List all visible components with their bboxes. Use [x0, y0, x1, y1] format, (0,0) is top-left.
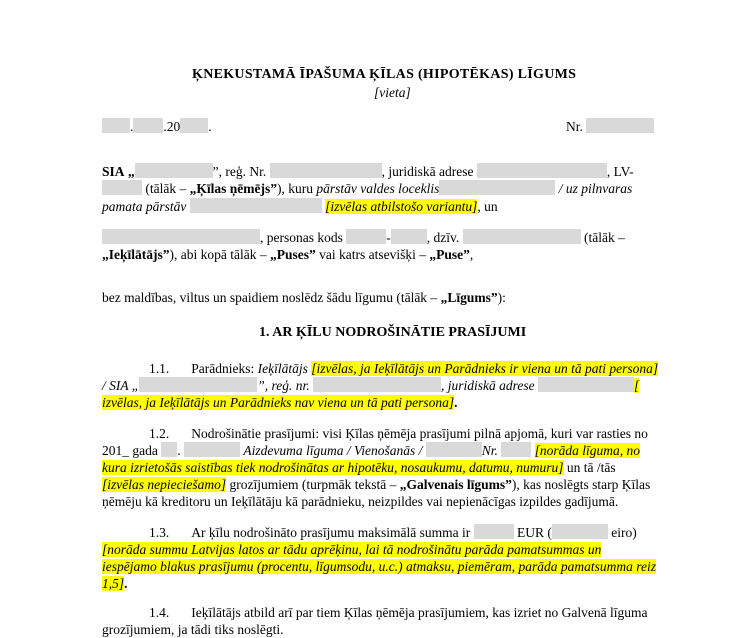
clause-1-4-line-1: 1.4. Ieķīlātājs atbild arī par tiem Ķīlas ņēmēja prasījumiem, kas izriet no Galvenā līguma	[149, 605, 648, 620]
party-line-3: pamata pārstāv [izvēlas atbilstošo variantu], un	[102, 199, 498, 214]
agreement-intro: bez maldības, viltus un spaidiem noslēdz šādu līgumu (tālāk – „Līgums”):	[102, 290, 506, 305]
pledgor-line-2: „Ieķīlātājs”), abi kopā tālāk – „Puses” vai katrs atsevišķi – „Puse”,	[102, 247, 474, 262]
clause-1-1-line-2: / SIA „ ”, reģ. nr. , juridiskā adrese [	[102, 378, 640, 393]
clause-1-1-line-1: 1.1. Parādnieks: Ieķīlātājs [izvēlas, ja Ieķīlātājs un Parādnieks ir viena un tā pati persona]	[149, 361, 659, 376]
clause-1-4-line-2: grozījumiem, ja tādi tiks noslēgti.	[102, 622, 284, 637]
clause-1-3-line-4: 1,5].	[102, 576, 128, 591]
section-1-heading: 1. AR ĶĪLU NODROŠINĀTIE PRASĪJUMI	[259, 325, 527, 340]
document-title: ĶNEKUSTAMĀ ĪPAŠUMA ĶĪLAS (HIPOTĒKAS) LĪGUMS	[192, 67, 577, 82]
clause-1-2-line-2: 201_ gada . Aizdevuma līguma / Vienošanās / Nr. [norāda līguma, no	[102, 443, 640, 458]
clause-1-3-line-3: iespējamo blakus prasījumu (procentu, līgumsodu, u.c.) atmaksu, piemēram, parāda pamatsumma reiz	[102, 559, 656, 574]
number-line: Nr.	[566, 118, 654, 135]
party-line-1: SIA „ ”, reģ. Nr. , juridiskā adrese , LV-	[102, 164, 634, 179]
clause-1-3-line-2: [norāda summu Latvijas latos ar tādu aprēķinu, lai tā nodrošinātu parāda pamatsummas un	[102, 542, 602, 557]
clause-1-2-line-1: 1.2. Nodrošinātie prasījumi: visi Ķīlas ņēmēja prasījumi pilnā apjomā, kuri var rasties no	[149, 426, 648, 441]
party-line-2: (tālāk – „Ķīlas ņēmējs”), kuru pārstāv valdes loceklis / uz pilnvaras	[102, 180, 632, 197]
clause-1-2-line-4: [izvēlas nepieciešamo] grozījumiem (turpmāk tekstā – „Galvenais līgums”), kas noslēgts starp Ķīlas	[102, 477, 651, 492]
clause-1-1-line-3: izvēlas, ja Ieķīlātājs un Parādnieks nav viena un tā pati persona].	[102, 395, 458, 410]
date-line: . .20 .	[102, 118, 212, 135]
place-placeholder: [vieta]	[374, 85, 411, 100]
pledgor-line-1: , personas kods - , dzīv. (tālāk –	[102, 229, 625, 246]
clause-1-3-line-1: 1.3. Ar ķīlu nodrošināto prasījumu maksimālā summa ir EUR ( eiro)	[149, 525, 637, 540]
clause-1-2-line-5: ņēmēju kā kreditoru un Ieķīlātāju kā parādnieku, neizpildes vai nepienācīgas izpildes gadījumā.	[102, 494, 619, 509]
clause-1-2-line-3: kura izrietošās saistības tiek nodrošinātas ar hipotēku, nosaukumu, datumu, numuru] un tā /tās	[102, 460, 616, 475]
